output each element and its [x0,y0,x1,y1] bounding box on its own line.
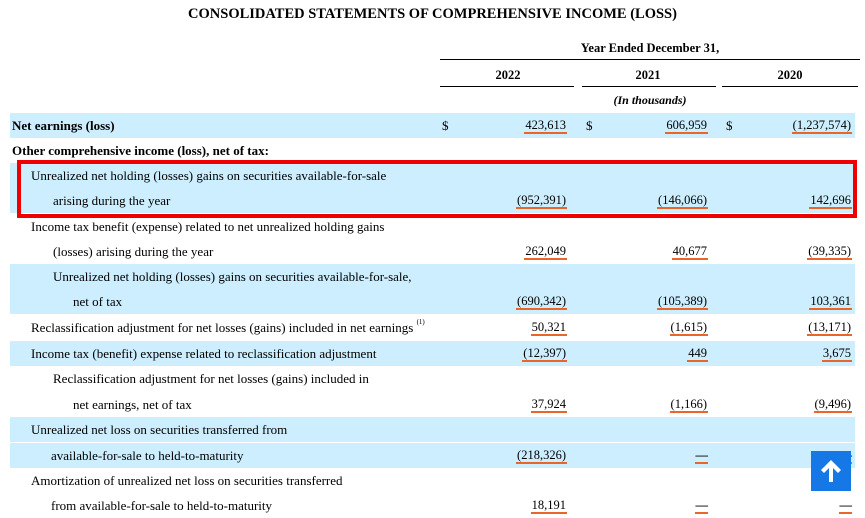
value-cell: 142,696 [810,193,851,207]
value-cell: (690,342) [517,294,566,308]
value-cell: 449 [688,346,707,360]
scroll-to-top-button[interactable] [811,451,851,491]
currency-symbol: $ [442,118,449,133]
year-header-2021: 2021 [635,68,661,82]
row-label: from available-for-sale to held-to-maturity [51,498,273,513]
value-cell: (1,237,574) [792,118,851,132]
row-label: Unrealized net holding (losses) gains on securities available-for-sale [31,168,387,183]
highlight-annotation [17,160,857,218]
value-cell: 40,677 [672,244,707,258]
table-row [10,366,855,391]
value-cell: 103,361 [810,294,851,308]
row-label: Income tax (benefit) expense related to reclassification adjustment [31,346,377,361]
row-label: Unrealized net holding (losses) gains on securities available-for-sale, [53,269,412,284]
value-cell: (1,166) [670,397,707,411]
value-cell: (13,171) [808,320,851,334]
row-label: arising during the year [53,193,171,208]
value-cell: 3,675 [822,346,851,360]
currency-symbol: $ [726,118,733,133]
row-label: Unrealized net loss on securities transferred from [31,422,288,437]
table-row [10,289,855,314]
arrow-up-icon [811,451,851,491]
value-cell: (952,391) [517,193,566,207]
value-cell: 423,613 [525,118,566,132]
table-row [10,239,855,264]
row-label: net earnings, net of tax [73,397,192,412]
table-row [10,417,855,442]
header-divider [440,59,860,60]
row-label: Amortization of unrealized net loss on securities transferred [31,473,343,488]
table-row [10,315,855,340]
row-label: Reclassification adjustment for net losses (gains) included in net earnings $^{(1)}$ [31,318,425,335]
row-label: net of tax [73,294,123,309]
value-cell: 50,321 [531,320,566,334]
year-ended-header: Year Ended December 31, [580,41,720,55]
table-row [10,392,855,417]
year-underline-2022 [440,86,574,87]
value-cell: (146,066) [658,193,707,207]
row-label: Other comprehensive income (loss), net of tax: [12,143,269,158]
units-label: (In thousands) [613,93,687,107]
row-label: Reclassification adjustment for net losses (gains) included in [53,371,369,386]
currency-symbol: $ [586,118,593,133]
footnote-marker: (1) [416,318,425,326]
value-cell: (218,326) [517,448,566,462]
value-cell: (1,615) [670,320,707,334]
row-label: Net earnings (loss) [12,118,115,133]
row-label: (losses) arising during the year [53,244,214,259]
row-label: available-for-sale to held-to-maturity [51,448,244,463]
table-row [10,443,855,468]
row-label: Income tax benefit (expense) related to net unrealized holding gains [31,219,385,234]
value-cell: (105,389) [658,294,707,308]
value-cell: (12,397) [523,346,566,360]
table-row [10,113,855,138]
value-cell: — [695,498,707,512]
value-cell: — [839,498,851,512]
year-underline-2021 [582,86,716,87]
value-cell: — [695,448,707,462]
table-row [10,264,855,289]
value-cell: (39,335) [808,244,851,258]
value-cell: 18,191 [531,498,566,512]
statement-title: CONSOLIDATED STATEMENTS OF COMPREHENSIVE INCOME (LOSS) [188,6,677,22]
value-cell: (9,496) [814,397,851,411]
table-row [10,468,855,493]
year-header-2020: 2020 [777,68,803,82]
table-row [10,341,855,366]
year-underline-2020 [722,86,858,87]
table-row [10,493,855,518]
year-header-2022: 2022 [495,68,521,82]
value-cell: 606,959 [666,118,707,132]
value-cell: 262,049 [525,244,566,258]
value-cell: 37,924 [531,397,566,411]
